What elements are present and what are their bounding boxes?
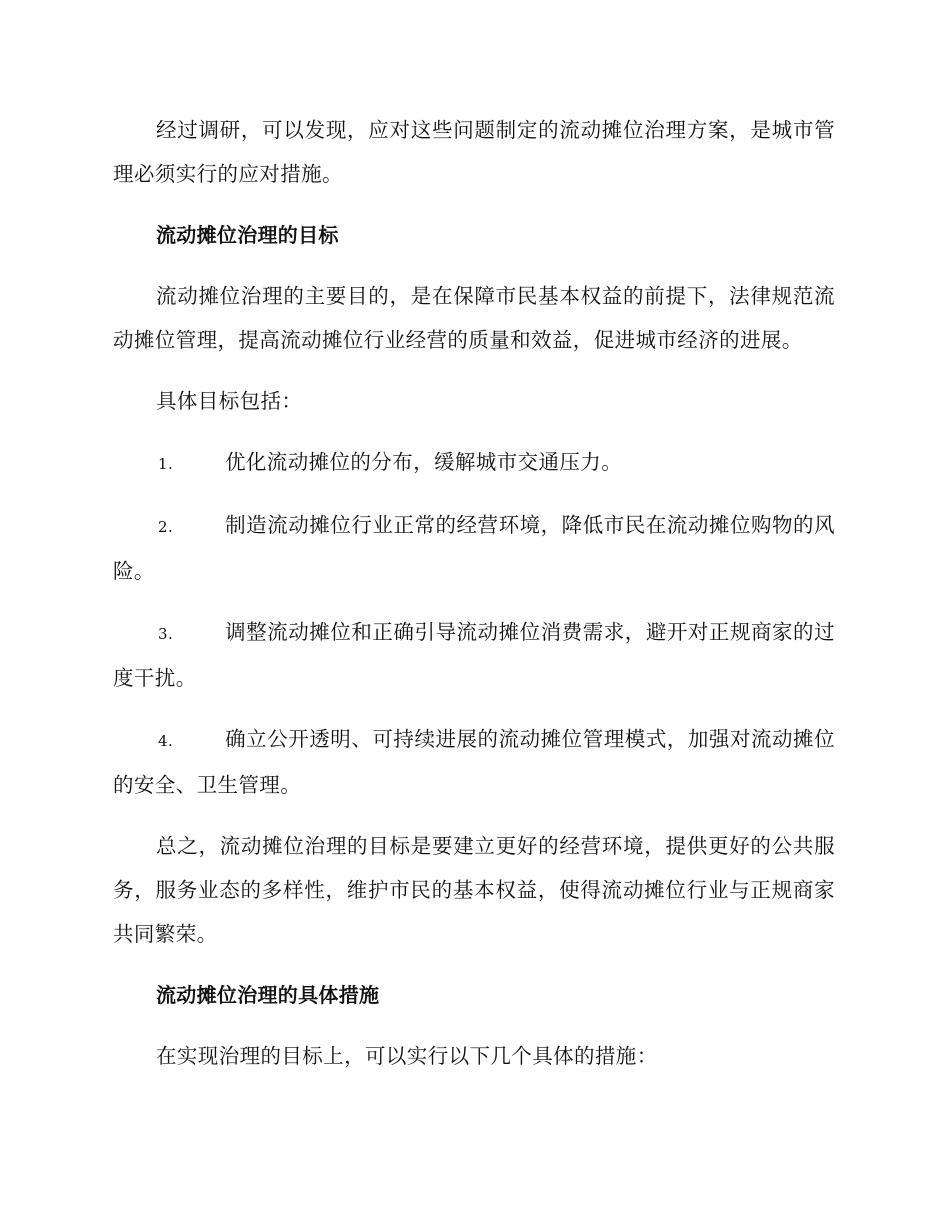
list-item: [113, 503, 835, 593]
list-item: [113, 440, 835, 486]
measures-lead-paragraph: 在实现治理的目标上，可以实行以下几个具体的措施：: [156, 1044, 658, 1068]
list-item-number: 1.: [158, 455, 174, 473]
goal-main-paragraph: 流动摊位治理的主要目的，是在保障市民基本权益的前提下，法律规范流动摊位管理，提高流动摊位行业经营的质量和效益，促进城市经济的进展。: [113, 284, 835, 352]
list-item-text: 确立公开透明、可持续进展的流动摊位管理模式，加强对流动摊位的安全、卫生管理。: [113, 727, 835, 797]
goal-lead-paragraph: 具体目标包括：: [156, 389, 303, 413]
list-item-text: 优化流动摊位的分布，缓解城市交通压力。: [225, 450, 623, 474]
intro-paragraph: 经过调研，可以发现，应对这些问题制定的流动摊位治理方案，是城市管理必须实行的应对措施。: [113, 118, 835, 186]
summary-paragraph: 总之，流动摊位治理的目标是要建立更好的经营环境，提供更好的公共服务，服务业态的多样性，维护市民的基本权益，使得流动摊位行业与正规商家共同繁荣。: [113, 834, 835, 946]
list-item-number: 2.: [158, 518, 174, 536]
list-item: [113, 610, 835, 700]
list-item-text: 制造流动摊位行业正常的经营环境，降低市民在流动摊位购物的风险。: [113, 513, 835, 583]
measures-heading: 流动摊位治理的具体措施: [156, 983, 380, 1007]
list-item-text: 调整流动摊位和正确引导流动摊位消费需求，避开对正规商家的过度干扰。: [113, 620, 835, 690]
list-item-number: 4.: [158, 732, 174, 750]
goals-heading: 流动摊位治理的目标: [156, 223, 339, 247]
list-item: [113, 717, 835, 807]
document-body: [113, 108, 835, 1095]
list-item-number: 3.: [158, 625, 174, 643]
